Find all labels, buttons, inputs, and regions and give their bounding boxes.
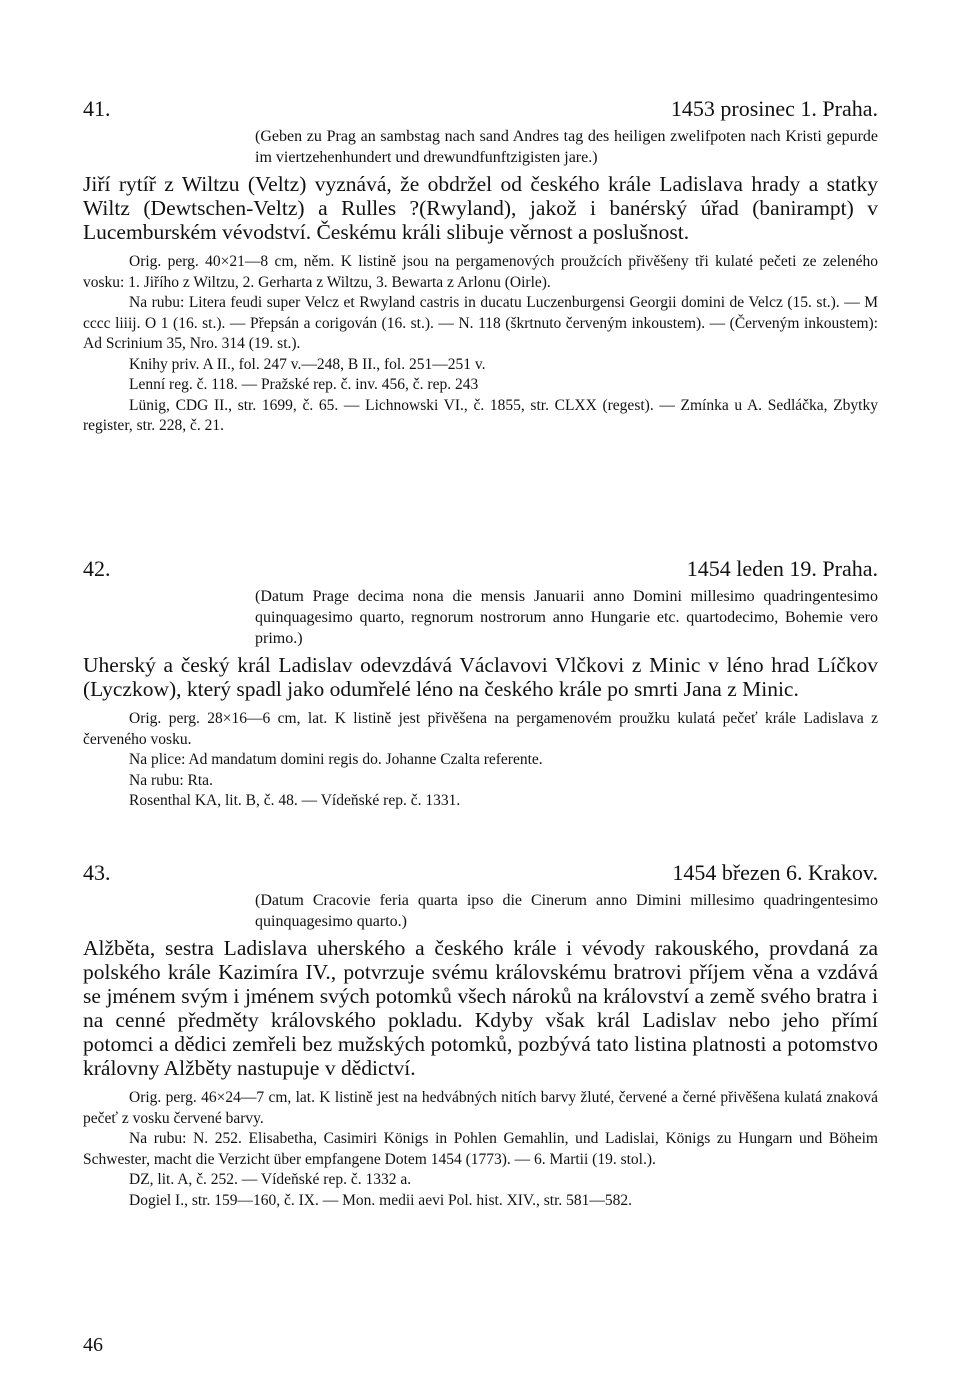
entry-43 — [83, 860, 878, 1211]
entry-41 — [83, 96, 878, 437]
note-paragraph: Orig. perg. 40×21—8 cm, něm. K listině jsou na pergamenových proužcích přivěšeny tři kulaté pečeti ze zeleného vosku: 1. Jiřího z Wiltzu, 2. Gerharta z Wiltzu, 3. Bewarta z Arlonu (Oirle). — [83, 253, 878, 291]
note-paragraph: DZ, lit. A, č. 252. — Vídeňské rep. č. 1332 a. — [129, 1171, 412, 1188]
note-paragraph: Lünig, CDG II., str. 1699, č. 65. — Lichnowski VI., č. 1855, str. CLXX (regest). — Zmínka u A. Sedláčka, Zbytky register, str. 228, č. 21. — [83, 396, 878, 434]
entry-date-place: 1454 březen 6. Krakov. — [672, 860, 878, 885]
entry-date-place: 1453 prosinec 1. Praha. — [670, 96, 878, 121]
note-paragraph: Na plice: Ad mandatum domini regis do. Johanne Czalta referente. — [129, 751, 543, 768]
notes-block — [83, 1088, 878, 1211]
note-paragraph: Knihy priv. A II., fol. 247 v.—248, B II., fol. 251—251 v. — [129, 355, 486, 373]
entry-header — [83, 556, 878, 586]
entry-date-place: 1454 leden 19. Praha. — [686, 556, 878, 581]
regest-text: Jiří rytíř z Wiltzu (Veltz) vyznává, že obdržel od českého krále Ladislava hrady a statky Wiltz (Dewtschen-Veltz) a Rulles ?(Rwyland), jakož i banérský úřad (banirampt) v Lucemburském vévodství. Českému králi slibuje věrnost a poslušnost. — [83, 172, 878, 244]
original-text: (Datum Prage decima nona die mensis Januarii anno Domini millesimo quadringentesimo quinquagesimo quarto, regnorum nostrorum anno Hungarie etc. quartodecimo, Bohemie vero primo.) — [255, 588, 878, 647]
entry-header — [83, 96, 878, 126]
original-text: (Datum Cracovie feria quarta ipso die Cinerum anno Dimini millesimo quadringentesimo quinquagesimo quarto.) — [255, 892, 878, 930]
notes-block — [83, 252, 878, 437]
note-paragraph: Na rubu: Litera feudi super Velcz et Rwyland castris in ducatu Luczenburgensi Georgii domini de Velcz (15. st.). — M cccc liiij. O 1 (16. st.). — Přepsán a corigován (16. st.). — N. 118 (škrtnuto červeným inkoustem). — (Červeným inkoustem): Ad Scrinium 35, Nro. 314 (19. st.). — [83, 294, 878, 352]
regest-text: Uherský a český král Ladislav odevzdává Václavovi Vlčkovi z Minic v léno hrad Líčkov (Lyczkow), který spadl jako odumřelé léno na českého krále po smrti Jana z Minic. — [83, 653, 878, 701]
note-paragraph: Dogiel I., str. 159—160, č. IX. — Mon. medii aevi Pol. hist. XIV., str. 581—582. — [129, 1191, 633, 1209]
entry-number: 43. — [83, 860, 111, 885]
entry-number: 41. — [83, 96, 111, 121]
note-paragraph: Na rubu: Rta. — [129, 771, 213, 789]
regest-text: Alžběta, sestra Ladislava uherského a českého krále i vévody rakouského, provdaná za polského krále Kazimíra IV., potvrzuje svému královskému bratrovi příjem věna a vzdává se jménem svým i jménem svých potomků všech nároků na království a země svého bratra i na cenné předměty královského pokladu. Kdyby však král Ladislav nebo jeho přímí potomci a dědici zemřeli bez mužských potomků, pozbývá tato listina platnosti a potomstvo královny Alžběty nastupuje v dědictví. — [83, 936, 878, 1080]
note-paragraph: Na rubu: N. 252. Elisabetha, Casimiri Königs in Pohlen Gemahlin, und Ladislai, Königs zu Hungarn und Böheim Schwester, macht die Verzicht über empfangene Dotem 1454 (1773). — 6. Martii (19. stol.). — [83, 1130, 878, 1168]
note-paragraph: Lenní reg. č. 118. — Pražské rep. č. inv. 456, č. rep. 243 — [129, 376, 479, 393]
entry-number: 42. — [83, 556, 111, 581]
original-text: (Geben zu Prag an sambstag nach sand Andres tag des heiligen zwelifpoten nach Kristi gepurde im viertzehenhundert und drewundfunftzigisten jare.) — [255, 128, 878, 166]
entry-header — [83, 860, 878, 890]
entry-42 — [83, 556, 878, 812]
page-number: 46 — [83, 1334, 103, 1356]
notes-block — [83, 709, 878, 812]
note-paragraph: Orig. perg. 46×24—7 cm, lat. K listině jest na hedvábných nitích barvy žluté, červené a černé přivěšena kulatá znaková pečeť z vosku červené barvy. — [83, 1089, 878, 1127]
note-paragraph: Rosenthal KA, lit. B, č. 48. — Vídeňské rep. č. 1331. — [129, 792, 461, 809]
note-paragraph: Orig. perg. 28×16—6 cm, lat. K listině jest přivěšena na pergamenovém proužku kulatá pečeť krále Ladislava z červeného vosku. — [83, 710, 878, 748]
